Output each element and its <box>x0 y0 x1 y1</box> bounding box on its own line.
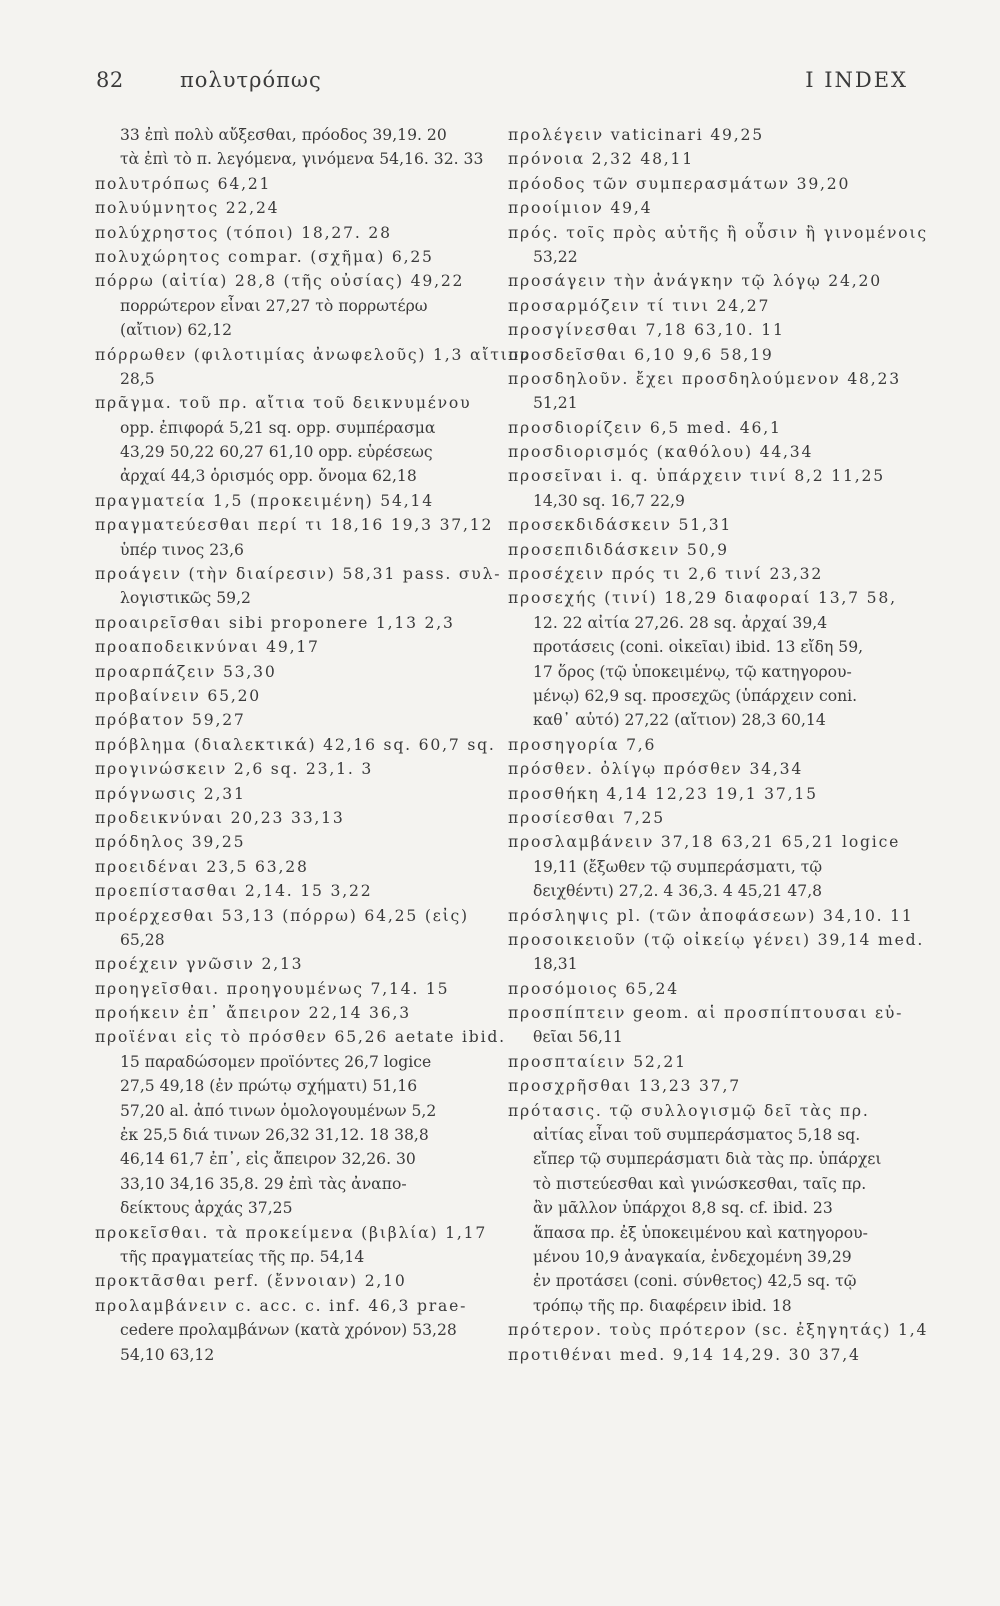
index-entry: προαιρεῖσθαι sibi proponere 1,13 2,3 <box>95 613 455 632</box>
index-entry-continuation: 57,20 al. ἀπό τινων ὁμολογουμένων 5,2 <box>120 1101 437 1120</box>
page-header <box>96 68 908 100</box>
index-entry: προεπίστασθαι 2,14. 15 3,22 <box>95 882 373 901</box>
index-entry: προκτᾶσθαι perf. (ἔννοιαν) 2,10 <box>95 1272 407 1291</box>
index-entry: προσεπιδιδάσκειν 50,9 <box>508 540 729 559</box>
index-entry-continuation: αἰτίας εἶναι τοῦ συμπεράσματος 5,18 sq. <box>533 1126 861 1145</box>
index-entry-continuation: 33,10 34,16 35,8. 29 ἐπὶ τὰς ἀναπο- <box>120 1174 407 1193</box>
index-entry: προλέγειν vaticinari 49,25 <box>508 126 764 144</box>
index-entry-continuation: ἂν μᾶλλον ὑπάρχοι 8,8 sq. cf. ibid. 23 <box>533 1199 833 1218</box>
index-entry-continuation: 33 ἐπὶ πολὺ αὔξεσθαι, πρόοδος 39,19. 20 <box>120 126 447 144</box>
index-entry-continuation: δειχθέντι) 27,2. 4 36,3. 4 45,21 47,8 <box>533 882 823 901</box>
index-entry-continuation: θεῖαι 56,11 <box>533 1028 623 1047</box>
index-entry-continuation: opp. ἐπιφορά 5,21 sq. opp. συμπέρασμα <box>120 418 436 437</box>
index-entry: πρόγνωσις 2,31 <box>95 784 246 803</box>
index-entry: προβαίνειν 65,20 <box>95 686 262 705</box>
index-entry: πρότερον. τοὺς πρότερον (sc. ἐξηγητάς) 1,4 <box>508 1321 929 1340</box>
index-entry-continuation: πορρώτερον εἶναι 27,27 τὸ πορρωτέρω <box>120 296 428 315</box>
index-entry-continuation: τῆς πραγματείας τῆς πρ. 54,14 <box>120 1247 365 1266</box>
index-entry-continuation: ὑπέρ τινος 23,6 <box>120 540 244 559</box>
index-entry: προσχρῆσθαι 13,23 37,7 <box>508 1077 741 1096</box>
index-entry-continuation: 18,31 <box>533 955 578 974</box>
index-entry-continuation: ἀρχαί 44,3 ὁρισμός opp. ὄνομα 62,18 <box>120 467 417 486</box>
index-entry: προσπίπτειν geom. αἱ προσπίπτουσαι εὐ- <box>508 1004 904 1023</box>
index-entry: προσάγειν τὴν ἀνάγκην τῷ λόγῳ 24,20 <box>508 272 882 291</box>
index-entry: προέρχεσθαι 53,13 (πόρρω) 64,25 (εἰς) <box>95 906 469 925</box>
index-entry-continuation: 65,28 <box>120 930 165 949</box>
index-entry-continuation: 27,5 49,18 (ἐν πρώτῳ σχήματι) 51,16 <box>120 1077 418 1096</box>
index-entry: προσεχής (τινί) 18,29 διαφοραί 13,7 58, <box>508 589 897 608</box>
index-entry: πραγματεύεσθαι περί τι 18,16 19,3 37,12 <box>95 516 494 535</box>
index-entry-continuation: 17 ὅρος (τῷ ὑποκειμένῳ, τῷ κατηγορου- <box>533 662 852 681</box>
index-entry: προσέχειν πρός τι 2,6 τινί 23,32 <box>508 565 824 584</box>
index-entry: προσόμοιος 65,24 <box>508 979 679 998</box>
index-entry: πολυχώρητος compar. (σχῆμα) 6,25 <box>95 247 434 266</box>
index-entry-continuation: προτάσεις (coni. οἰκεῖαι) ibid. 13 εἴδη 59, <box>533 638 864 657</box>
index-entry-continuation: μένου 10,9 ἀναγκαία, ἐνδεχομένη 39,29 <box>533 1247 852 1266</box>
index-entry: προσδιορισμός (καθόλου) 44,34 <box>508 443 814 462</box>
index-entry: προοίμιον 49,4 <box>508 199 653 218</box>
index-entry-continuation: δείκτους ἀρχάς 37,25 <box>120 1199 293 1218</box>
index-entry: προαρπάζειν 53,30 <box>95 662 277 681</box>
index-entry: προσεκδιδάσκειν 51,31 <box>508 516 733 535</box>
index-entry: πρότασις. τῷ συλλογισμῷ δεῖ τὰς πρ. <box>508 1101 870 1120</box>
index-entry-continuation: (αἴτιον) 62,12 <box>120 321 233 340</box>
index-entry-continuation: 14,30 sq. 16,7 22,9 <box>533 491 685 510</box>
index-entry-continuation: 43,29 50,22 60,27 61,10 opp. εὑρέσεως <box>120 443 433 462</box>
index-entry-continuation: cedere προλαμβάνων (κατὰ χρόνον) 53,28 <box>120 1321 457 1340</box>
index-entry-continuation: τὸ πιστεύεσθαι καὶ γινώσκεσθαι, ταῖς πρ. <box>533 1174 867 1193</box>
index-entry: πρόβατον 59,27 <box>95 711 246 730</box>
index-entry: προσίεσθαι 7,25 <box>508 808 665 827</box>
index-entry: πρόσληψις pl. (τῶν ἀποφάσεων) 34,10. 11 <box>508 906 914 925</box>
index-entry: προσηγορία 7,6 <box>508 735 657 754</box>
index-entry-continuation: 54,10 63,12 <box>120 1345 215 1364</box>
index-entry: πρόοδος τῶν συμπερασμάτων 39,20 <box>508 174 851 193</box>
index-entry: προσαρμόζειν τί τινι 24,27 <box>508 296 771 315</box>
index-entry: προγινώσκειν 2,6 sq. 23,1. 3 <box>95 760 374 779</box>
index-entry: προσθήκη 4,14 12,23 19,1 37,15 <box>508 784 818 803</box>
index-entry-continuation: 19,11 (ἔξωθεν τῷ συμπεράσματι, τῷ <box>533 857 823 876</box>
index-entry-continuation: μένῳ) 62,9 sq. προσεχῶς (ὑπάρχειν coni. <box>533 686 858 705</box>
index-entry-continuation: τρόπῳ τῆς πρ. διαφέρειν ibid. 18 <box>533 1296 792 1315</box>
index-entry: προαποδεικνύναι 49,17 <box>95 638 320 657</box>
index-entry: προδεικνύναι 20,23 33,13 <box>95 808 345 827</box>
index-entry-continuation: καθ᾽ αὑτό) 27,22 (αἴτιον) 28,3 60,14 <box>533 711 826 730</box>
running-head: πολυτρόπως <box>180 68 322 92</box>
index-entry: πρόδηλος 39,25 <box>95 833 246 852</box>
index-entry-continuation: 28,5 <box>120 369 155 388</box>
index-entry: προσπταίειν 52,21 <box>508 1052 687 1071</box>
index-entry-continuation: λογιστικῶς 59,2 <box>120 589 251 608</box>
index-entry: πρόνοια 2,32 48,11 <box>508 150 694 169</box>
index-entry: προήκειν ἐπ᾽ ἄπειρον 22,14 36,3 <box>95 1004 411 1023</box>
index-entry-continuation: τὰ ἐπὶ τὸ π. λεγόμενα, γινόμενα 54,16. 32. 33 <box>120 150 484 169</box>
index-entry: προηγεῖσθαι. προηγουμένως 7,14. 15 <box>95 979 450 998</box>
index-entry: πολυτρόπως 64,21 <box>95 174 272 193</box>
index-entry: πόρρωθεν (φιλοτιμίας ἀνωφελοῦς) 1,3 αἴτιον <box>95 345 532 364</box>
index-entry-continuation: 46,14 61,7 ἐπ᾽, εἰς ἄπειρον 32,26. 30 <box>120 1150 416 1169</box>
index-entry-continuation: ἅπασα πρ. ἐξ ὑποκειμένου καὶ κατηγορου- <box>533 1223 868 1242</box>
index-entry: πολυύμνητος 22,24 <box>95 199 280 218</box>
index-entry: πρός. τοῖς πρὸς αὐτῆς ἢ οὖσιν ἢ γινομένοις <box>508 223 928 242</box>
index-entry: προσγίνεσθαι 7,18 63,10. 11 <box>508 321 785 340</box>
index-entry: προϊέναι εἰς τὸ πρόσθεν 65,26 aetate ibid. <box>95 1028 506 1047</box>
index-entry: προέχειν γνῶσιν 2,13 <box>95 955 304 974</box>
index-entry: πολύχρηστος (τόποι) 18,27. 28 <box>95 223 392 242</box>
index-entry: προκεῖσθαι. τὰ προκείμενα (βιβλία) 1,17 <box>95 1223 488 1242</box>
index-entry: προσδεῖσθαι 6,10 9,6 58,19 <box>508 345 774 364</box>
index-entry-continuation: 51,21 <box>533 394 578 413</box>
index-entry: πόρρω (αἰτία) 28,8 (τῆς οὐσίας) 49,22 <box>95 272 465 291</box>
index-column-right <box>508 123 929 1367</box>
section-title: I INDEX <box>805 68 908 92</box>
index-entry: πρᾶγμα. τοῦ πρ. αἴτια τοῦ δεικνυμένου <box>95 394 472 413</box>
index-entry-continuation: 15 παραδώσομεν προϊόντες 26,7 logice <box>120 1052 432 1071</box>
index-entry: προλαμβάνειν c. acc. c. inf. 46,3 prae- <box>95 1296 468 1315</box>
index-entry: προσδιορίζειν 6,5 med. 46,1 <box>508 418 782 437</box>
index-entry-continuation: εἴπερ τῷ συμπεράσματι διὰ τὰς πρ. ὑπάρχει <box>533 1150 882 1169</box>
index-entry: προάγειν (τὴν διαίρεσιν) 58,31 pass. συλ- <box>95 565 502 584</box>
index-entry: πρόσθεν. ὀλίγῳ πρόσθεν 34,34 <box>508 760 804 779</box>
index-entry: προειδέναι 23,5 63,28 <box>95 857 309 876</box>
index-entry: προσεῖναι i. q. ὑπάρχειν τινί 8,2 11,25 <box>508 467 885 486</box>
index-entry-continuation: ἐν προτάσει (coni. σύνθετος) 42,5 sq. τῷ <box>533 1272 857 1291</box>
index-entry: πρόβλημα (διαλεκτικά) 42,16 sq. 60,7 sq. <box>95 735 496 754</box>
index-entry-continuation: 12. 22 αἰτία 27,26. 28 sq. ἀρχαί 39,4 <box>533 613 828 632</box>
index-column-left <box>95 123 532 1367</box>
index-entry: προτιθέναι med. 9,14 14,29. 30 37,4 <box>508 1345 861 1364</box>
index-entry: προσδηλοῦν. ἔχει προσδηλούμενον 48,23 <box>508 369 901 388</box>
page-number: 82 <box>96 68 124 92</box>
index-entry-continuation: ἐκ 25,5 διά τινων 26,32 31,12. 18 38,8 <box>120 1126 429 1145</box>
index-entry-continuation: 53,22 <box>533 247 578 266</box>
index-entry: πραγματεία 1,5 (προκειμένη) 54,14 <box>95 491 434 510</box>
index-entry: προσλαμβάνειν 37,18 63,21 65,21 logice <box>508 833 901 852</box>
index-entry: προσοικειοῦν (τῷ οἰκείῳ γένει) 39,14 med. <box>508 930 925 949</box>
